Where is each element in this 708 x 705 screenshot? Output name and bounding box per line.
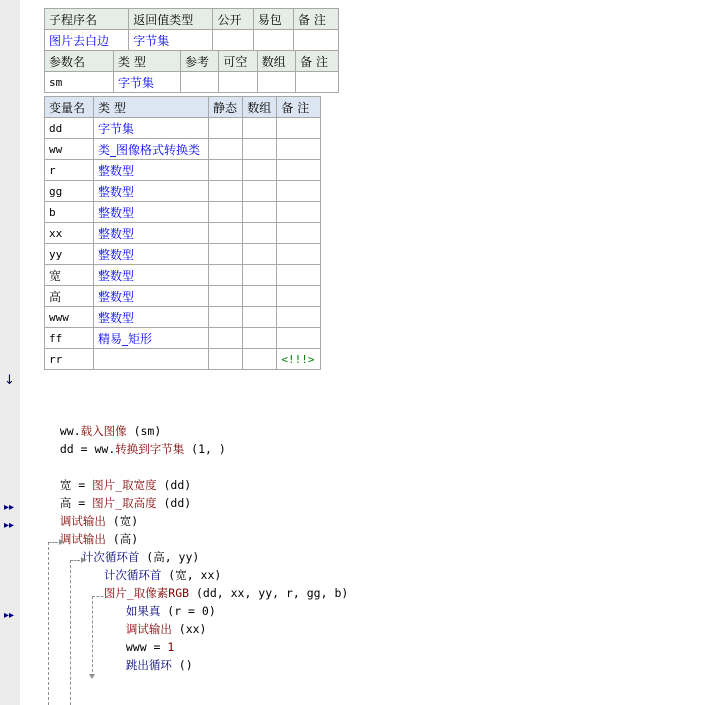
loop-keyword[interactable]: 计次循环首	[81, 550, 140, 564]
loop-guide-line	[70, 560, 80, 561]
header-cell: 公开	[213, 9, 253, 30]
header-cell: 变量名	[45, 97, 94, 118]
static-cell[interactable]	[209, 181, 243, 202]
subroutine-table	[44, 8, 339, 51]
note-cell[interactable]	[277, 328, 321, 349]
param-note[interactable]	[296, 72, 339, 93]
variable-name[interactable]: rr	[45, 349, 94, 370]
static-cell[interactable]	[209, 139, 243, 160]
array-cell[interactable]	[243, 181, 277, 202]
note-cell[interactable]	[277, 286, 321, 307]
loop-arrow-icon	[81, 557, 86, 563]
header-cell: 备 注	[296, 51, 339, 72]
header-cell: 返回值类型	[129, 9, 213, 30]
array-cell[interactable]	[243, 139, 277, 160]
variable-type[interactable]: 整数型	[94, 181, 209, 202]
static-cell[interactable]	[209, 286, 243, 307]
variable-name[interactable]: gg	[45, 181, 94, 202]
static-cell[interactable]	[209, 244, 243, 265]
call-args: ()	[171, 658, 193, 672]
function-call[interactable]: 调试输出	[59, 514, 106, 528]
variable-type[interactable]: 整数型	[94, 223, 209, 244]
call-args: (xx)	[171, 622, 207, 636]
static-cell[interactable]	[209, 265, 243, 286]
variable-type[interactable]	[94, 349, 209, 370]
function-call[interactable]: 调试输出	[59, 532, 106, 546]
variable-row[interactable]	[45, 181, 321, 202]
public-cell[interactable]	[213, 30, 253, 51]
assignment: dd = ww.	[59, 442, 116, 456]
variable-row[interactable]	[45, 202, 321, 223]
param-name[interactable]: sm	[45, 72, 114, 93]
variable-type[interactable]: 整数型	[94, 286, 209, 307]
header-cell: 备 注	[277, 97, 321, 118]
note-cell[interactable]	[277, 160, 321, 181]
array-cell[interactable]	[243, 223, 277, 244]
static-cell[interactable]	[209, 349, 243, 370]
if-guide-line	[92, 596, 108, 597]
variable-name[interactable]: ff	[45, 328, 94, 349]
subroutine-header-row	[45, 9, 339, 30]
array-cell[interactable]	[243, 286, 277, 307]
variable-row[interactable]	[45, 244, 321, 265]
object-ref: ww.	[59, 424, 81, 438]
debug-marker-icon[interactable]: ▸▸	[4, 502, 15, 513]
note-cell[interactable]	[277, 307, 321, 328]
loop-guide-line	[48, 542, 49, 705]
break-keyword[interactable]: 跳出循环	[125, 658, 172, 672]
variable-type[interactable]: 整数型	[94, 265, 209, 286]
header-cell: 参考	[181, 51, 219, 72]
call-args: (dd)	[156, 478, 192, 492]
variable-row[interactable]	[45, 139, 321, 160]
note-cell[interactable]	[277, 202, 321, 223]
variable-name[interactable]: b	[45, 202, 94, 223]
array-cell[interactable]	[243, 328, 277, 349]
function-call[interactable]: 调试输出	[125, 622, 172, 636]
easy-pkg-cell[interactable]	[253, 30, 293, 51]
static-cell[interactable]	[209, 160, 243, 181]
local-variable-table	[44, 96, 321, 370]
array-cell[interactable]	[243, 202, 277, 223]
header-cell: 可空	[219, 51, 257, 72]
header-cell: 子程序名	[45, 9, 129, 30]
header-cell: 参数名	[45, 51, 114, 72]
header-cell: 类 型	[94, 97, 209, 118]
note-cell[interactable]: <!!!>	[277, 349, 321, 370]
function-call[interactable]: 图片_取高度	[92, 496, 157, 510]
static-cell[interactable]	[209, 202, 243, 223]
assignment: www =	[125, 640, 168, 654]
variable-row[interactable]	[45, 349, 321, 370]
variable-type[interactable]: 整数型	[94, 307, 209, 328]
array-cell[interactable]	[243, 307, 277, 328]
note-cell[interactable]	[277, 181, 321, 202]
variable-name[interactable]: yy	[45, 244, 94, 265]
insert-point-arrow-icon: ↓	[4, 373, 15, 388]
variable-row[interactable]	[45, 286, 321, 307]
array-cell[interactable]	[243, 160, 277, 181]
variable-row[interactable]	[45, 307, 321, 328]
variable-name[interactable]: www	[45, 307, 94, 328]
note-cell[interactable]	[277, 223, 321, 244]
method-call[interactable]: 转换到字节集	[115, 442, 185, 456]
static-cell[interactable]	[209, 328, 243, 349]
static-cell[interactable]	[209, 307, 243, 328]
loop-keyword[interactable]: 计次循环首	[103, 568, 162, 582]
assignment: 高 =	[59, 496, 93, 510]
method-call[interactable]: 载入图像	[80, 424, 127, 438]
parameter-table	[44, 50, 339, 93]
array-cell[interactable]	[243, 118, 277, 139]
parameter-header-row	[45, 51, 339, 72]
variable-type[interactable]: 字节集	[94, 118, 209, 139]
static-cell[interactable]	[209, 223, 243, 244]
call-args: (r = 0)	[160, 604, 216, 618]
call-args: (高)	[105, 532, 139, 546]
if-end-arrow-icon	[89, 674, 95, 679]
note-cell[interactable]	[277, 118, 321, 139]
call-args: (sm)	[126, 424, 162, 438]
note-cell[interactable]	[277, 139, 321, 160]
call-args: (宽, xx)	[161, 568, 222, 582]
variable-type[interactable]: 类_图像格式转换类	[94, 139, 209, 160]
subroutine-name[interactable]: 图片去白边	[45, 30, 129, 51]
header-cell: 备 注	[294, 9, 339, 30]
variable-type[interactable]: 整数型	[94, 160, 209, 181]
header-cell: 静态	[209, 97, 243, 118]
variable-row[interactable]	[45, 118, 321, 139]
header-cell: 数组	[257, 51, 295, 72]
call-args: (1, )	[184, 442, 226, 456]
parameter-row[interactable]	[45, 72, 339, 93]
call-args: (dd)	[156, 496, 192, 510]
return-type[interactable]: 字节集	[129, 30, 213, 51]
function-call[interactable]: 图片_取像素RGB	[103, 586, 190, 600]
variable-name[interactable]: 高	[45, 286, 94, 307]
header-cell: 数组	[243, 97, 277, 118]
variable-type[interactable]: 整数型	[94, 244, 209, 265]
array-cell[interactable]	[243, 244, 277, 265]
header-cell: 类 型	[114, 51, 181, 72]
function-call[interactable]: 图片_取宽度	[92, 478, 157, 492]
debug-marker-icon[interactable]: ▸▸	[4, 610, 15, 621]
variable-name[interactable]: dd	[45, 118, 94, 139]
param-array[interactable]	[257, 72, 295, 93]
loop-guide-line	[48, 542, 58, 543]
code-line[interactable]	[46, 425, 226, 457]
loop-guide-line	[70, 560, 71, 705]
variable-row[interactable]	[45, 265, 321, 286]
subroutine-row[interactable]	[45, 30, 339, 51]
param-ref[interactable]	[181, 72, 219, 93]
note-cell[interactable]	[277, 265, 321, 286]
call-args: (dd, xx, yy, r, gg, b)	[189, 586, 349, 600]
array-cell[interactable]	[243, 349, 277, 370]
param-type[interactable]: 字节集	[114, 72, 181, 93]
number-literal: 1	[167, 640, 175, 654]
array-cell[interactable]	[243, 265, 277, 286]
variable-name[interactable]: r	[45, 160, 94, 181]
variable-name[interactable]: 宽	[45, 265, 94, 286]
variable-header-row	[45, 97, 321, 118]
param-nullable[interactable]	[219, 72, 257, 93]
variable-type[interactable]: 精易_矩形	[94, 328, 209, 349]
variable-type[interactable]: 整数型	[94, 202, 209, 223]
assignment: 宽 =	[59, 478, 93, 492]
variable-row[interactable]	[45, 328, 321, 349]
variable-row[interactable]	[45, 223, 321, 244]
variable-name[interactable]: xx	[45, 223, 94, 244]
code-line[interactable]	[112, 641, 193, 673]
editor-gutter	[0, 0, 20, 705]
variable-row[interactable]	[45, 160, 321, 181]
note-cell[interactable]	[277, 244, 321, 265]
if-keyword[interactable]: 如果真	[125, 604, 161, 618]
variable-name[interactable]: ww	[45, 139, 94, 160]
debug-marker-icon[interactable]: ▸▸	[4, 520, 15, 531]
if-guide-line	[92, 596, 93, 672]
note-cell[interactable]	[294, 30, 339, 51]
call-args: (宽)	[105, 514, 139, 528]
static-cell[interactable]	[209, 118, 243, 139]
loop-arrow-icon	[59, 539, 64, 545]
header-cell: 易包	[253, 9, 293, 30]
call-args: (高, yy)	[139, 550, 200, 564]
